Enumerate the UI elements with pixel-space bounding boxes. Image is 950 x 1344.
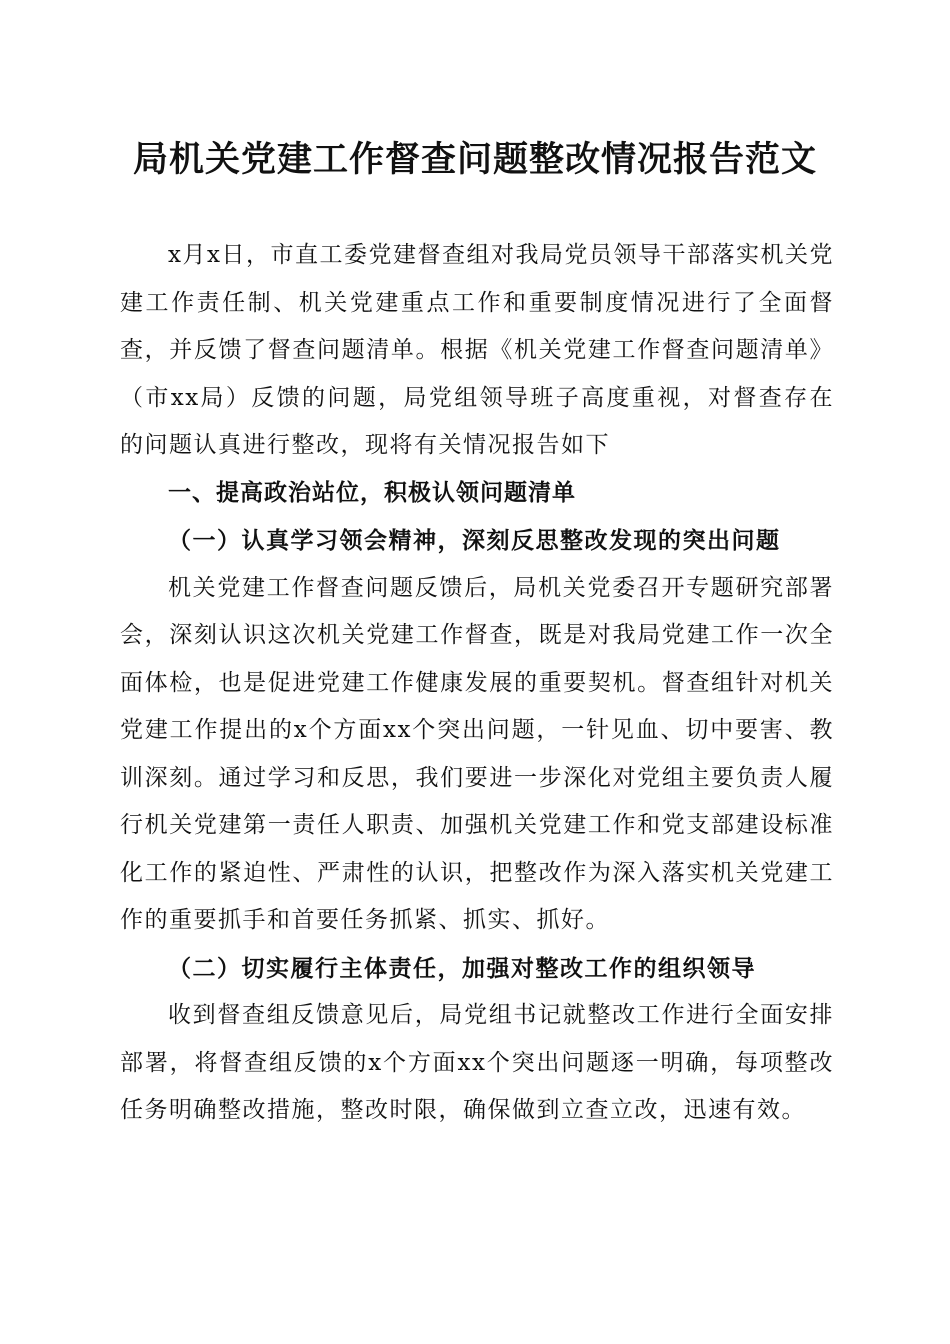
body-paragraph-2: 收到督查组反馈意见后，局党组书记就整改工作进行全面安排部署，将督查组反馈的x个方面xx个突出问题逐一明确，每项整改任务明确整改措施，整改时限，确保做到立查立改，迅速有效。: [120, 1002, 834, 1123]
section-heading-1: 一、提高政治站位，积极认领问题清单: [168, 479, 576, 506]
subsection-heading-1: （一）认真学习领会精神，深刻反思整改发现的突出问题: [168, 527, 781, 554]
body-paragraph-1: 机关党建工作督查问题反馈后，局机关党委召开专题研究部署会，深刻认识这次机关党建工作督查，既是对我局党建工作一次全面体检，也是促进党建工作健康发展的重要契机。督查组针对机关党建工作提出的x个方面xx个突出问题，一针见血、切中要害、教训深刻。通过学习和反思，我们要进一步深化对党组主要负责人履行机关党建第一责任人职责、加强机关党建工作和党支部建设标准化工作的紧迫性、严肃性的认识，把整改作为深入落实机关党建工作的重要抓手和首要任务抓紧、抓实、抓好。: [120, 574, 834, 933]
subsection-heading-2: （二）切实履行主体责任，加强对整改工作的组织领导: [168, 954, 756, 982]
document-body: [120, 232, 834, 1135]
document-title: 局机关党建工作督查问题整改情况报告范文: [132, 140, 817, 180]
intro-paragraph: x月x日，市直工委党建督查组对我局党员领导干部落实机关党建工作责任制、机关党建重点工作和重要制度情况进行了全面督查，并反馈了督查问题清单。根据《机关党建工作督查问题清单》（市xx局）反馈的问题，局党组领导班子高度重视，对督查存在的问题认真进行整改，现将有关情况报告如下: [120, 242, 834, 458]
